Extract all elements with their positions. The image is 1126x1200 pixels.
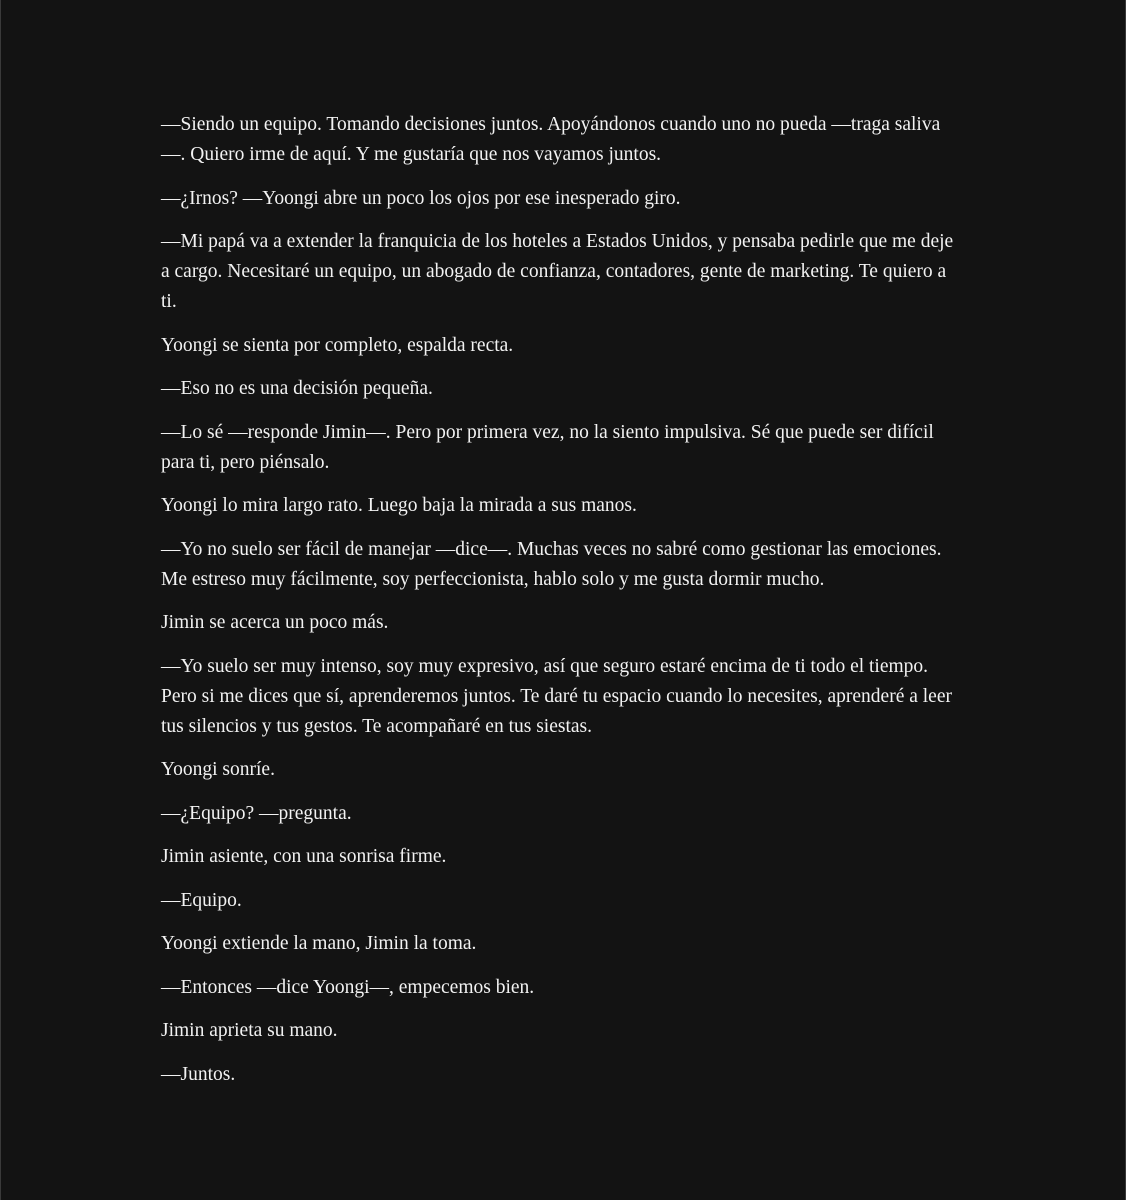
paragraph: —Equipo. bbox=[161, 889, 242, 911]
paragraph: —Eso no es una decisión pequeña. bbox=[161, 378, 433, 399]
paragraph: —Lo sé —responde Jimin—. Pero por primera vez, no la siento impulsiva. Sé que puede ser difícil para ti, pero piénsalo. bbox=[161, 421, 934, 473]
paragraph: —¿Equipo? —pregunta. bbox=[161, 802, 352, 824]
paragraph: Yoongi sonríe. bbox=[161, 759, 275, 780]
paragraph: Jimin asiente, con una sonrisa firme. bbox=[161, 846, 447, 867]
paragraph: —Juntos. bbox=[161, 1063, 236, 1085]
paragraph: —Yo suelo ser muy intenso, soy muy expresivo, así que seguro estaré encima de ti todo el tiempo. Pero si me dices que sí, aprenderemos juntos. Te daré tu espacio cuando lo necesites, aprenderé a leer tus silencios y tus gestos. Te acompañaré en tus siestas. bbox=[161, 655, 952, 737]
paragraph: —Siendo un equipo. Tomando decisiones juntos. Apoyándonos cuando uno no pueda —traga saliva—. Quiero irme de aquí. Y me gustaría que nos vayamos juntos. bbox=[161, 114, 941, 165]
paragraph: —Entonces —dice Yoongi—, empecemos bien. bbox=[161, 976, 535, 998]
paragraph: Yoongi lo mira largo rato. Luego baja la mirada a sus manos. bbox=[161, 495, 637, 516]
story-text bbox=[161, 110, 961, 1103]
paragraph: —¿Irnos? —Yoongi abre un poco los ojos por ese inesperado giro. bbox=[161, 187, 681, 209]
paragraph: —Yo no suelo ser fácil de manejar —dice—. Muchas veces no sabré como gestionar las emociones. Me estreso muy fácilmente, soy perfeccionista, hablo solo y me gusta dormir mucho. bbox=[161, 538, 942, 590]
paragraph: Jimin se acerca un poco más. bbox=[161, 612, 389, 633]
paragraph: Yoongi se sienta por completo, espalda recta. bbox=[161, 334, 514, 356]
paragraph: —Mi papá va a extender la franquicia de los hoteles a Estados Unidos, y pensaba pedirle que me deje a cargo. Necesitaré un equipo, un abogado de confianza, contadores, gente de marketing. Te quiero a ti. bbox=[161, 231, 954, 312]
paragraph: Yoongi extiende la mano, Jimin la toma. bbox=[161, 933, 477, 954]
paragraph: Jimin aprieta su mano. bbox=[161, 1020, 338, 1041]
